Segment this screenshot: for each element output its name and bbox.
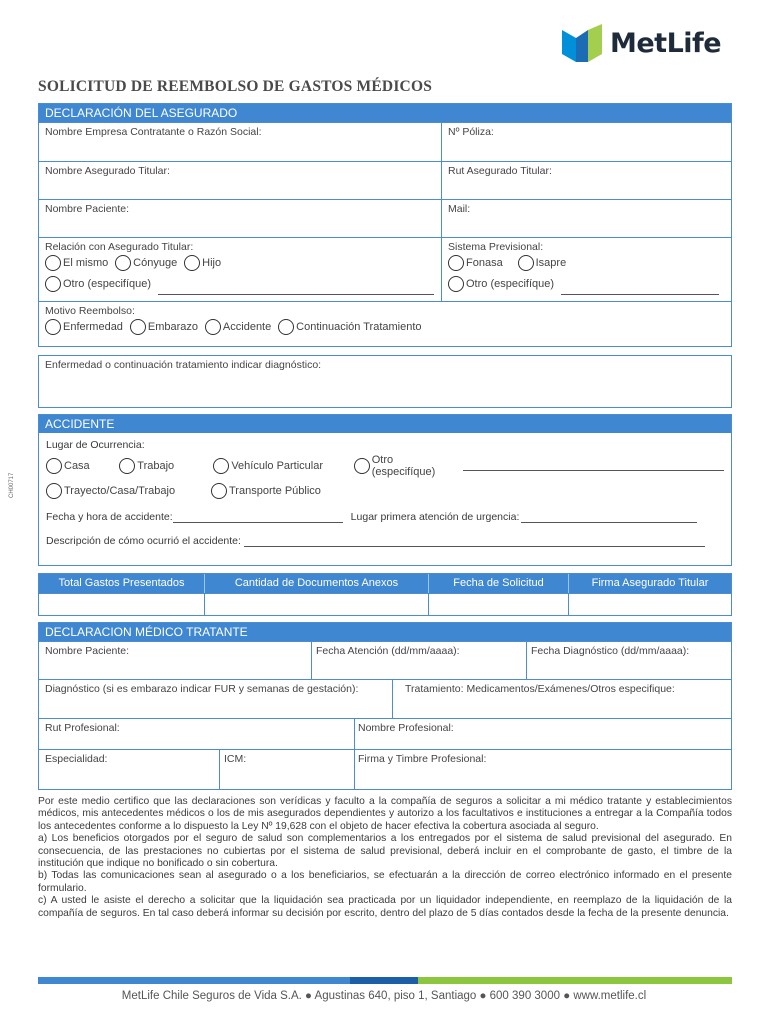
section-header: ACCIDENTE	[39, 415, 731, 433]
empresa-field[interactable]	[39, 123, 441, 161]
especialidad-label: Especialidad:	[45, 753, 108, 765]
legal-paragraph: b) Todas las comunicaciones sean al asegurado o a los beneficiarios, se efectuarán a la dirección de correo electrónico informado en el presente formulario.	[38, 870, 732, 894]
medico-section	[38, 622, 732, 790]
radio-circle	[213, 458, 229, 474]
col-header-total-gastos: Total Gastos Presentados	[39, 574, 204, 593]
lugar-atencion-line[interactable]	[521, 513, 697, 523]
fecha-diagnostico-label: Fecha Diagnóstico (dd/mm/aaaa):	[531, 645, 690, 657]
fecha-hora-line[interactable]	[173, 513, 343, 523]
tratamiento-label: Tratamiento: Medicamentos/Exámenes/Otros especifique:	[405, 683, 675, 695]
icm-label: ICM:	[224, 753, 247, 765]
accidente-section	[38, 414, 732, 566]
medico-diagnostico-label: Diagnóstico (si es embarazo indicar FUR y semanas de gestación):	[45, 683, 359, 695]
poliza-field[interactable]	[441, 123, 731, 161]
col-header-firma: Firma Asegurado Titular	[568, 574, 731, 593]
sistema-option-isapre[interactable]: Isapre	[518, 255, 567, 271]
motivo-option-enfermedad[interactable]: Enfermedad	[45, 319, 123, 335]
empresa-label: Nombre Empresa Contratante o Razón Social:	[45, 126, 262, 138]
radio-circle	[130, 319, 146, 335]
relacion-option-otro[interactable]: Otro (especifíque)	[45, 276, 151, 292]
radio-circle	[119, 458, 135, 474]
poliza-label: Nº Póliza:	[448, 126, 494, 138]
radio-circle	[354, 458, 370, 474]
fecha-hora-label: Fecha y hora de accidente:	[46, 511, 173, 523]
rut-profesional-label: Rut Profesional:	[45, 722, 120, 734]
cantidad-documentos-input[interactable]	[204, 594, 428, 615]
motivo-option-accidente[interactable]: Accidente	[205, 319, 271, 335]
mail-field[interactable]	[441, 200, 731, 237]
radio-circle	[45, 319, 61, 335]
lugar-option-otro[interactable]: Otro (especifíque)	[354, 454, 459, 478]
col-header-fecha-solicitud: Fecha de Solicitud	[428, 574, 568, 593]
rut-titular-field[interactable]	[441, 162, 731, 199]
gastos-table	[38, 573, 732, 616]
medico-paciente-field[interactable]	[39, 642, 311, 679]
radio-circle	[184, 255, 200, 271]
fecha-solicitud-input[interactable]	[428, 594, 568, 615]
motivo-option-embarazo[interactable]: Embarazo	[130, 319, 198, 335]
relacion-label: Relación con Asegurado Titular:	[45, 241, 194, 253]
firma-input[interactable]	[568, 594, 731, 615]
sistema-otro-line[interactable]	[561, 285, 719, 295]
footer-contact: MetLife Chile Seguros de Vida S.A. ● Agustinas 640, piso 1, Santiago ● 600 390 3000 ● www.metlife.cl	[121, 990, 647, 1002]
lugar-option-casa[interactable]: Casa	[46, 458, 115, 474]
legal-paragraph: Por este medio certifico que las declaraciones son verídicas y faculto a la compañía de seguros a solicitar a mi médico tratante y establecimientos médicos, mis antecedentes médicos o los de mis asegurados dependientes y autorizo a los facultativos e instituciones a entregar a la Compañía todos los antecedentes conforme a lo dispuesto la Ley Nº 19,628 con el objeto de hacer efectiva la cobertura asociada al seguro.	[38, 796, 732, 832]
radio-circle	[45, 276, 61, 292]
asegurado-titular-field[interactable]	[39, 162, 441, 199]
lugar-atencion-label: Lugar primera atención de urgencia:	[350, 511, 520, 523]
fecha-diagnostico-field[interactable]	[526, 642, 731, 679]
mail-label: Mail:	[448, 203, 471, 215]
sistema-field	[441, 238, 731, 301]
relacion-otro-line[interactable]	[158, 285, 434, 295]
sistema-option-otro[interactable]: Otro (especifíque)	[448, 276, 554, 292]
relacion-option-hijo[interactable]: Hijo	[184, 255, 221, 271]
motivo-label: Motivo Reembolso:	[45, 305, 135, 317]
radio-circle	[46, 458, 62, 474]
diagnostico-label: Enfermedad o continuación tratamiento indicar diagnóstico:	[45, 359, 322, 371]
paciente-field[interactable]	[39, 200, 441, 237]
declaracion-asegurado-section	[38, 103, 732, 347]
radio-circle	[115, 255, 131, 271]
icm-field[interactable]	[219, 750, 354, 789]
lugar-option-transporte[interactable]: Transporte Público	[211, 483, 321, 499]
total-gastos-input[interactable]	[39, 594, 204, 615]
fecha-atencion-field[interactable]	[311, 642, 526, 679]
lugar-option-trayecto[interactable]: Trayecto/Casa/Trabajo	[46, 483, 207, 499]
medico-paciente-label: Nombre Paciente:	[45, 645, 130, 657]
nombre-profesional-label: Nombre Profesional:	[358, 722, 454, 734]
legal-paragraph: a) Los beneficios otorgados por el seguro de salud son complementarios a los entregados por el sistema de salud previsional del asegurado. En consecuencia, de las prestaciones no cubiertas por el sistema de salud previsional, deberá incluir en el comprobante de gasto, el timbre de la institución que indique no bonificado o sin cobertura.	[38, 833, 732, 870]
rut-profesional-field[interactable]	[39, 719, 354, 749]
fecha-atencion-label: Fecha Atención (dd/mm/aaaa):	[316, 645, 460, 657]
brand-name: MetLife	[610, 27, 722, 59]
firma-timbre-label: Firma y Timbre Profesional:	[358, 753, 487, 765]
sistema-label: Sistema Previsional:	[448, 241, 544, 253]
legal-text	[38, 796, 732, 920]
page-title: SOLICITUD DE REEMBOLSO DE GASTOS MÉDICOS	[38, 78, 433, 95]
relacion-field	[39, 238, 441, 301]
col-header-cantidad-documentos: Cantidad de Documentos Anexos	[204, 574, 428, 593]
rut-titular-label: Rut Asegurado Titular:	[448, 165, 552, 177]
firma-timbre-field[interactable]	[354, 750, 731, 789]
medico-diagnostico-field[interactable]	[39, 680, 392, 718]
radio-circle	[211, 483, 227, 499]
radio-circle	[518, 255, 534, 271]
lugar-otro-line[interactable]	[463, 461, 724, 471]
side-code: CH00717	[9, 472, 15, 498]
section-header: DECLARACIÓN DEL ASEGURADO	[39, 104, 731, 122]
tratamiento-field[interactable]	[392, 680, 731, 718]
asegurado-titular-label: Nombre Asegurado Titular:	[45, 165, 170, 177]
radio-circle	[205, 319, 221, 335]
descripcion-line[interactable]	[244, 537, 705, 547]
motivo-option-continuacion[interactable]: Continuación Tratamiento	[278, 319, 421, 335]
paciente-label: Nombre Paciente:	[45, 203, 130, 215]
lugar-label: Lugar de Ocurrencia:	[46, 439, 145, 451]
metlife-logo-icon	[562, 24, 602, 62]
footer-bar-blue	[38, 977, 350, 984]
lugar-option-trabajo[interactable]: Trabajo	[119, 458, 209, 474]
footer-bar-dark	[350, 977, 418, 984]
radio-circle	[46, 483, 62, 499]
legal-paragraph: c) A usted le asiste el derecho a solicitar que la liquidación sea practicada por un liquidador independiente, en reemplazo de la liquidación de la compañía de seguros. En tal caso deberá informar su decisión por escrito, dentro del plazo de 5 días contados desde la fecha de la presente denuncia.	[38, 895, 732, 919]
radio-circle	[278, 319, 294, 335]
radio-circle	[45, 255, 61, 271]
relacion-option-mismo[interactable]: El mismo	[45, 255, 108, 271]
especialidad-field[interactable]	[39, 750, 219, 789]
metlife-logo	[562, 22, 721, 64]
sistema-option-fonasa[interactable]: Fonasa	[448, 255, 503, 271]
radio-circle	[448, 276, 464, 292]
relacion-option-conyuge[interactable]: Cónyuge	[115, 255, 177, 271]
section-header: DECLARACION MÉDICO TRATANTE	[39, 623, 731, 641]
motivo-field	[39, 302, 731, 346]
nombre-profesional-field[interactable]	[354, 719, 731, 749]
radio-circle	[448, 255, 464, 271]
diagnostico-field[interactable]	[38, 355, 732, 408]
lugar-option-vehiculo[interactable]: Vehículo Particular	[213, 458, 350, 474]
descripcion-label: Descripción de cómo ocurrió el accidente:	[46, 535, 241, 547]
footer-bar-green	[418, 977, 732, 984]
